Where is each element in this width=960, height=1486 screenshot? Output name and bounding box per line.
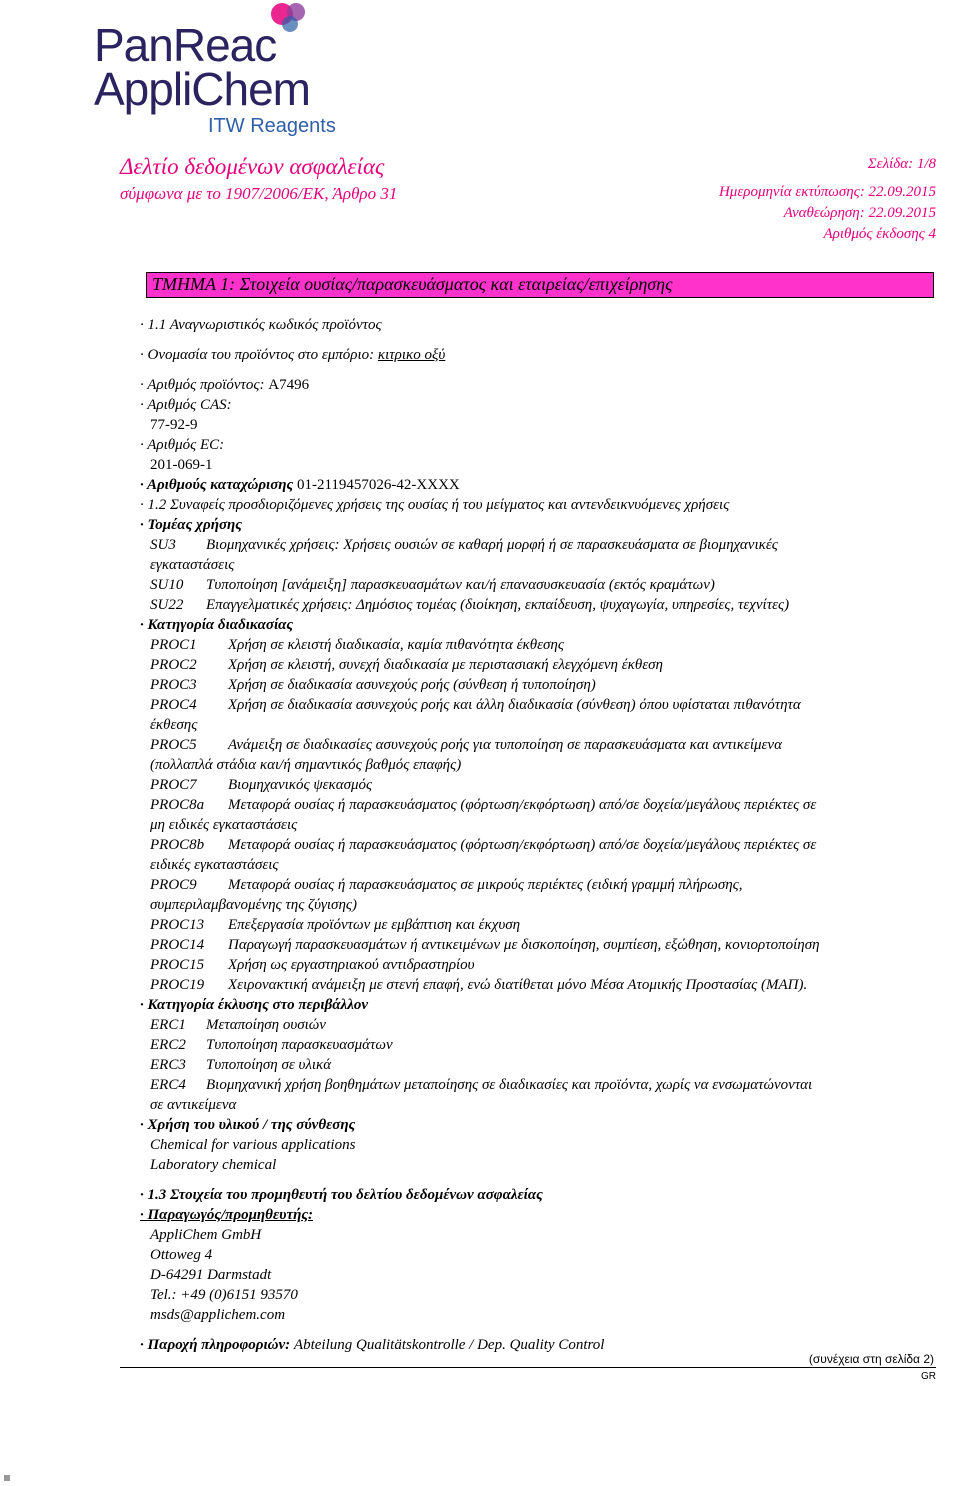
page-number: Σελίδα: 1/8 [867, 156, 936, 172]
section-title-bar [146, 272, 934, 298]
release-text: Τυποποίηση παρασκευασμάτων [206, 1037, 393, 1053]
process-text: Μεταφορά ουσίας ή παρασκευάσματος σε μικρούς περιέκτες (ειδική γραμμή πλήρωσης, [228, 877, 743, 893]
process-code: PROC3 [150, 677, 197, 693]
print-date: Ημερομηνία εκτύπωσης: 22.09.2015 [718, 184, 936, 200]
registration-value: 01-2119457026-42-XXXX [296, 477, 460, 493]
process-text: (πολλαπλά στάδια και/ή σημαντικός βαθμός επαφής) [150, 757, 462, 773]
sector-code: SU3 [150, 537, 176, 553]
release-code: ERC2 [150, 1037, 186, 1053]
process-code: PROC14 [150, 937, 205, 953]
process-row [150, 656, 663, 674]
ec-value: 201-069-1 [150, 457, 213, 473]
product-number-value: A7496 [268, 377, 310, 393]
product-number-label: · Αριθμός προϊόντος: [140, 377, 265, 393]
process-text: μη ειδικές εγκαταστάσεις [150, 817, 298, 833]
process-row [150, 936, 820, 954]
supplier-phone: Tel.: +49 (0)6151 93570 [150, 1287, 298, 1303]
section-title: ΤΜΗΜΑ 1: Στοιχεία ουσίας/παρασκευάσματος και εταιρείας/επιχείρησης [152, 274, 673, 294]
release-row [150, 1076, 812, 1094]
release-code: ERC4 [150, 1077, 186, 1093]
info-row [140, 1336, 604, 1354]
process-row [150, 816, 297, 834]
sector-text: εγκαταστάσεις [150, 557, 235, 573]
release-text: Τυποποίηση σε υλικά [206, 1057, 332, 1073]
footer-divider [120, 1367, 936, 1368]
sector-code: SU10 [150, 577, 184, 593]
page-marker [4, 1475, 10, 1481]
process-code: PROC2 [150, 657, 197, 673]
trade-name-value: κιτρικο οξύ [377, 347, 446, 363]
process-text: έκθεσης [150, 717, 198, 733]
process-row [150, 736, 782, 754]
release-text: Μεταποίηση ουσιών [206, 1017, 326, 1033]
document-subtitle: σύμφωνα με το 1907/2006/ΕΚ, Άρθρο 31 [120, 184, 398, 203]
sector-text: Τυποποίηση [ανάμειξη] παρασκευασμάτων και/ή επανασυσκευασία (εκτός κραμάτων) [206, 577, 715, 593]
logo-text-panreac: PanReac [94, 19, 277, 71]
process-code: PROC8a [150, 797, 205, 813]
process-text: Βιομηχανικός ψεκασμός [228, 777, 373, 793]
continued-note: (συνέχεια στη σελίδα 2) [808, 1352, 934, 1366]
company-logo [94, 0, 394, 140]
process-text: συμπεριλαμβανομένης της ζύγισης) [150, 897, 357, 913]
sector-row [150, 556, 234, 574]
trade-name-row [140, 346, 445, 364]
process-code: PROC15 [150, 957, 205, 973]
process-text: Χρήση ως εργαστηριακού αντιδραστηρίου [228, 957, 475, 973]
process-code: PROC7 [150, 777, 197, 793]
process-text: Χρήση σε διαδικασία ασυνεχούς ροής και άλλη διαδικασία (σύνθεση) όπου υφίσταται πιθανότητα [228, 697, 801, 713]
proc-label: · Κατηγορία διαδικασίας [140, 617, 294, 633]
cas-label: · Αριθμός CAS: [140, 397, 232, 413]
registration-label: · Αριθμούς καταχώρισης [140, 477, 294, 493]
use-label: · Χρήση του υλικού / της σύνθεσης [140, 1117, 356, 1133]
process-code: PROC19 [150, 977, 205, 993]
process-row [150, 696, 801, 714]
process-row [150, 876, 743, 894]
process-code: PROC13 [150, 917, 205, 933]
process-text: Χειρονακτική ανάμειξη με στενή επαφή, ενώ διατίθεται μόνο Μέσα Ατομικής Προστασίας (ΜΑΠ). [228, 977, 808, 993]
use-item-2: Laboratory chemical [150, 1157, 277, 1173]
process-row [150, 896, 357, 914]
process-text: Παραγωγή παρασκευασμάτων ή αντικειμένων με δισκοποίηση, συμπίεση, εξώθηση, κονιορτοποίηση [228, 937, 820, 953]
product-number-row [140, 376, 309, 394]
revision-date: Αναθεώρηση: 22.09.2015 [783, 205, 936, 221]
process-row [150, 716, 197, 734]
sector-label: · Τομέας χρήσης [140, 517, 242, 533]
process-row [150, 856, 279, 874]
version-number: Αριθμός έκδοσης 4 [823, 226, 936, 242]
release-row [150, 1096, 236, 1114]
process-row [150, 976, 807, 994]
process-code: PROC5 [150, 737, 197, 753]
process-text: ειδικές εγκαταστάσεις [150, 857, 279, 873]
release-row [150, 1016, 326, 1034]
language-code: GR [921, 1371, 936, 1382]
trade-name-label: · Ονομασία του προϊόντος στο εμπόριο: [140, 347, 375, 363]
release-row [150, 1036, 393, 1054]
supplier-email: msds@applichem.com [150, 1307, 286, 1323]
logo-text-itw: ITW Reagents [208, 115, 336, 137]
erc-label: · Κατηγορία έκλυσης στο περιβάλλον [140, 997, 369, 1013]
supplier-street: Ottoweg 4 [150, 1247, 213, 1263]
release-text: Βιομηχανική χρήση βοηθημάτων μεταποίησης σε διαδικασίες και προϊόντα, χωρίς να ενσωματώνονται [206, 1077, 813, 1093]
s12-heading: · 1.2 Συναφείς προσδιοριζόμενες χρήσεις της ουσίας ή του μείγματος και αντενδεικνυόμενες χρήσεις [140, 497, 730, 513]
process-code: PROC1 [150, 637, 197, 653]
info-value: Abteilung Qualitätskontrolle / Dep. Quality Control [293, 1337, 605, 1353]
sector-row [150, 576, 715, 594]
process-text: Ανάμειξη σε διαδικασίες ασυνεχούς ροής για τυποποίηση σε παρασκευάσματα και αντικείμενα [228, 737, 782, 753]
ec-label: · Αριθμός EC: [140, 437, 225, 453]
process-text: Μεταφορά ουσίας ή παρασκευάσματος (φόρτωση/εκφόρτωση) από/σε δοχεία/μεγάλους περιέκτες σε [228, 797, 817, 813]
sector-text: Βιομηχανικές χρήσεις: Χρήσεις ουσιών σε καθαρή μορφή ή σε παρασκευάσματα σε βιομηχανικές [206, 537, 778, 553]
process-text: Χρήση σε κλειστή, συνεχή διαδικασία με περιστασιακή ελεγχόμενη έκθεση [228, 657, 663, 673]
release-row [150, 1056, 331, 1074]
process-row [150, 756, 461, 774]
process-text: Χρήση σε κλειστή διαδικασία, καμία πιθανότητα έκθεσης [228, 637, 564, 653]
cas-value: 77-92-9 [150, 417, 198, 433]
sector-row [150, 596, 789, 614]
info-label: · Παροχή πληροφοριών: [140, 1337, 291, 1353]
s11-heading: · 1.1 Αναγνωριστικός κωδικός προϊόντος [140, 317, 382, 333]
process-row [150, 916, 520, 934]
release-text: σε αντικείμενα [150, 1097, 237, 1113]
supplier-label: · Παραγωγός/προμηθευτής: [140, 1207, 314, 1223]
process-row [150, 796, 816, 814]
process-row [150, 636, 564, 654]
process-code: PROC9 [150, 877, 197, 893]
sector-row [150, 536, 778, 554]
process-row [150, 836, 816, 854]
process-text: Μεταφορά ουσίας ή παρασκευάσματος (φόρτωση/εκφόρτωση) από/σε δοχεία/μεγάλους περιέκτες σε [228, 837, 817, 853]
process-text: Χρήση σε διαδικασία ασυνεχούς ροής (σύνθεση ή τυποποίηση) [228, 677, 596, 693]
process-text: Επεξεργασία προϊόντων με εμβάπτιση και έκχυση [228, 917, 521, 933]
sector-code: SU22 [150, 597, 184, 613]
release-code: ERC3 [150, 1057, 186, 1073]
s13-heading: · 1.3 Στοιχεία του προμηθευτή του δελτίου δεδομένων ασφαλείας [140, 1187, 543, 1203]
supplier-company: AppliChem GmbH [150, 1227, 262, 1243]
process-code: PROC8b [150, 837, 205, 853]
release-code: ERC1 [150, 1017, 186, 1033]
process-row [150, 956, 475, 974]
registration-row [140, 476, 460, 494]
process-row [150, 676, 596, 694]
supplier-city: D-64291 Darmstadt [150, 1267, 272, 1283]
logo-text-applichem: AppliChem [94, 63, 310, 115]
sector-text: Επαγγελματικές χρήσεις: Δημόσιος τομέας (διοίκηση, εκπαίδευση, ψυχαγωγία, υπηρεσίες, τεχνίτες) [206, 597, 790, 613]
use-item-1: Chemical for various applications [150, 1137, 356, 1153]
process-row [150, 776, 372, 794]
document-title: Δελτίο δεδομένων ασφαλείας [120, 154, 385, 179]
process-code: PROC4 [150, 697, 197, 713]
